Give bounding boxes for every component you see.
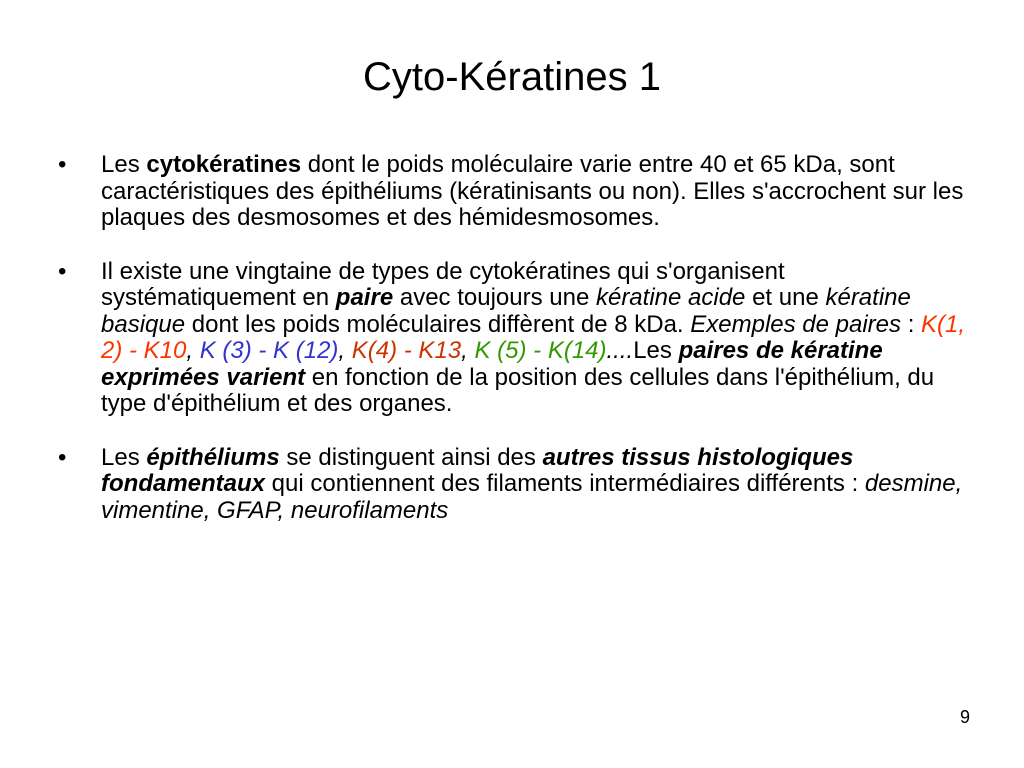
bullet-list [58, 152, 970, 524]
bullet-text: et une [745, 284, 826, 311]
bullet-text: en fonction de la position des cellules dans l'épithélium, du type d'épithélium et des organes. [101, 363, 935, 417]
term-autres-tissus: autres tissus histologiques fondamentaux [101, 443, 854, 497]
bullet-text: se distinguent ainsi des [279, 443, 543, 471]
term-cytokeratines: cytokératines [146, 151, 302, 178]
bullet-text: avec toujours une [393, 284, 596, 311]
bullet-text: qui contiennent des filaments intermédiaires différents : [265, 470, 865, 497]
filament-list: desmine, vimentine, GFAP, neurofilaments [101, 470, 963, 524]
pair-k5-k14: K (5) - K(14) [474, 337, 607, 364]
examples-label: Exemples de paires [690, 310, 902, 338]
bullet-item [58, 152, 970, 232]
slide-title: Cyto-Kératines 1 [363, 55, 661, 99]
bullet-text: dont les poids moléculaires diffèrent de 8 kDa. [185, 310, 691, 338]
bullet-item [58, 445, 970, 525]
term-paires-varient: paires de kératine exprimées varient [101, 337, 883, 391]
bullet-text: Les [101, 151, 147, 178]
separator: , [338, 337, 352, 364]
bullet-text: Il existe une vingtaine de types de cytokératines qui s'organisent systématiquement en [101, 257, 785, 311]
term-epitheliums: épithéliums [146, 443, 280, 471]
pair-k4-k13: K(4) - K13 [351, 337, 462, 364]
bullet-text: : [901, 310, 922, 338]
term-keratine-acide: kératine acide [595, 284, 746, 311]
bullet-dot-icon: • [58, 151, 67, 178]
bullet-text: dont le poids moléculaire varie entre 40 et 65 kDa, sont caractéristiques des épithéliums (kératinisants ou non). Elles s'accrochent sur les plaques des desmosomes et des hémidesmosomes. [101, 151, 964, 231]
separator: , [461, 337, 475, 364]
term-keratine-basique: kératine basique [101, 284, 911, 338]
pair-k1-k10: K(1, 2) - K10 [101, 310, 966, 364]
bullet-dot-icon: • [58, 443, 67, 471]
page-number: 9 [959, 707, 970, 727]
ellipsis: .... [606, 337, 634, 364]
bullet-dot-icon: • [58, 257, 67, 285]
term-paire: paire [335, 284, 394, 311]
bullet-text: Les [633, 337, 679, 364]
bullet-item [58, 259, 970, 418]
pair-k3-k12: K (3) - K (12) [199, 337, 339, 364]
bullet-text: Les [101, 443, 147, 471]
separator: , [186, 337, 200, 364]
